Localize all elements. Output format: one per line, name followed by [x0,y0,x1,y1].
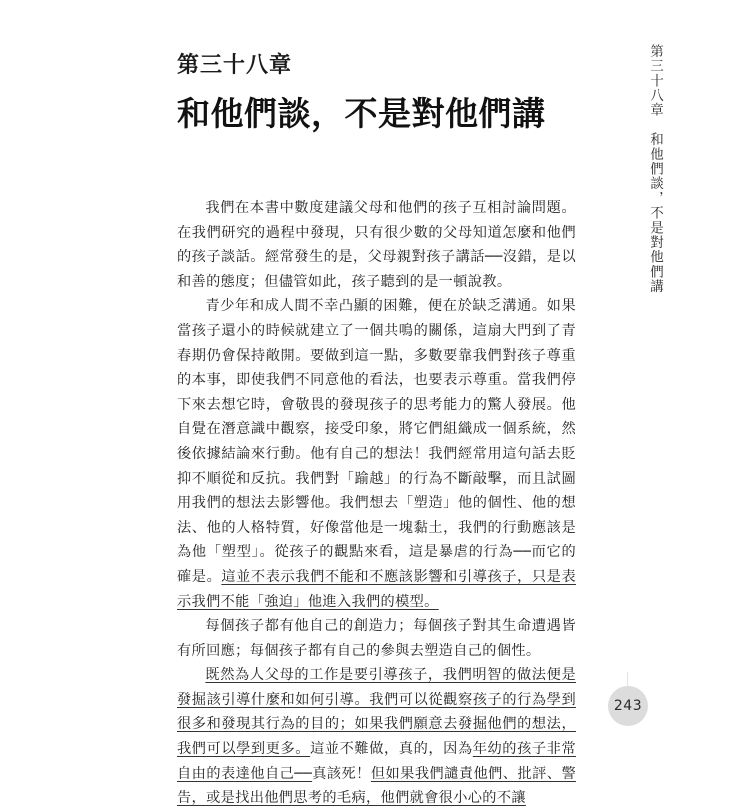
chapter-heading-block [177,52,577,134]
chapter-number: 第三十八章 [177,53,293,78]
paragraph-2-text-plain: 青少年和成人間不幸凸顯的困難，便在於缺乏溝通。如果當孩子還小的時候就建立了一個共鳴的關係，這扇大門到了青春期仍會保持敞開。要做到這一點，多數要靠我們對孩子尊重的本事，即使我們不同意他的看法，也要表示尊重。當我們停下來去想它時，會敬畏的發現孩子的思考能力的驚人發展。他自覺在潛意識中觀察，接受印象，將它們組織成一個系統，然後依據結論來行動。他有自己的想法！我們經常用這句話去貶抑不順從和反抗。我們對「踰越」的行為不斷敲擊，而且試圖用我們的想法去影響他。我們想去「塑造」他的個性、他的想法、他的人格特質，好像當他是一塊黏土，我們的行動應該是為他「塑型」。從孩子的觀點來看，這是暴虐的行為──而它的確是。 [177,298,576,585]
paragraph-1 [177,196,576,294]
vertical-running-head: 第三十八章 和他們談，不是對他們講 [647,44,663,294]
paragraph-4-segment-underlined-1: 既然為人父母的工作是要引導孩子，我們明智的做法便是發掘該引導什麼和如何引導。我們可以從觀察孩子的行為學到很多和發現其行為的目的；如果我們願意去發掘他們的想法，我們可以學到更多。 [177,667,576,758]
paragraph-4-segment-underlined-3: 但如果我們譴責他們、批評、警告，或是找出他們思考的毛病，他們就會很小心的不讓 [177,765,576,807]
paragraph-4-segment-underlined-2: 年幼的孩子非常自由的表達他自己── [177,741,576,782]
page-number-stem [627,672,628,686]
paragraph-2-text-underlined: 這並不表示我們不能和不應該影響和引導孩子，只是表示我們不能「強迫」他進入我們的模型。 [177,568,576,610]
paragraph-1-text: 我們在本書中數度建議父母和他們的孩子互相討論問題。在我們研究的過程中發現，只有很少數的父母知道怎麼和他們的孩子談話。經常發生的是，父母親對孩子講話──沒錯，是以和善的態度；但儘管如此，孩子聽到的是一頓說教。 [177,200,576,290]
paragraph-3-text: 每個孩子都有他自己的創造力；每個孩子對其生命遭遇皆有所回應；每個孩子都有自己的參與去塑造自己的個性。 [177,618,576,659]
paragraph-3 [177,614,576,663]
paragraph-4 [177,663,576,811]
body-text-column [177,196,576,811]
page-number-badge: 243 [608,686,648,726]
paragraph-4-segment-plain-2: 真該死！ [312,765,371,782]
paragraph-4-segment-plain-1: 這並不難做，真的，因為 [310,741,473,758]
paragraph-2 [177,294,576,614]
chapter-title: 和他們談，不是對他們講 [177,93,546,133]
